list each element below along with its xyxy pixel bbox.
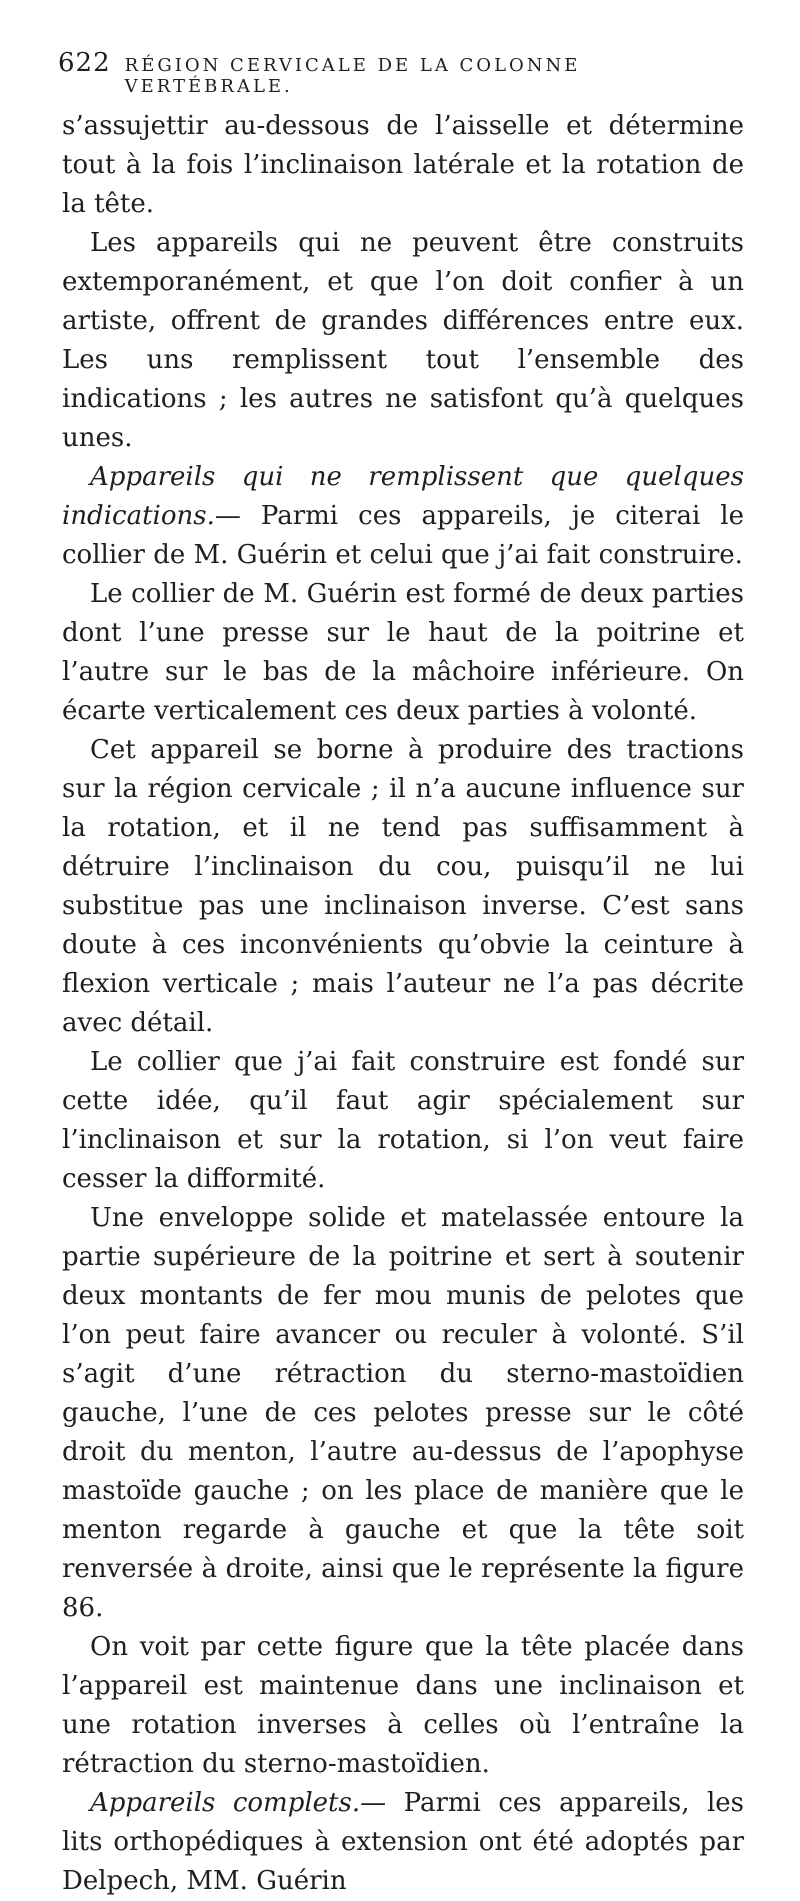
paragraph-text: Le collier que j’ai fait construire est fondé sur cette idée, qu’il faut agir spécialement sur l’inclinaison et sur la rotation, si l’on veut faire cesser la difformité. [62, 1047, 744, 1194]
paragraph-text: — Parmi ces appareils, je citerai le collier de M. Guérin et celui que j’ai fait construire. [62, 501, 744, 570]
paragraph [62, 224, 744, 458]
paragraph-text: — Parmi ces appareils, les lits orthopédiques à extension ont été adoptés par Delpech, MM. Guérin [62, 1788, 745, 1896]
paragraph-text: Cet appareil se borne à produire des tractions sur la région cervicale ; il n’a aucune influence sur la rotation, et il ne tend pas suffisamment à détruire l’inclinaison du cou, puisqu’il ne lui substitue pas une inclinaison inverse. C’est sans doute à ces inconvénients qu’obvie la ceinture à flexion verticale ; mais l’auteur ne l’a pas décrite avec détail. [62, 735, 744, 1038]
paragraph [62, 107, 744, 224]
paragraph [62, 731, 744, 1043]
paragraph-text: Une enveloppe solide et matelassée entoure la partie supérieure de la poitrine et sert à soutenir deux montants de fer mou munis de pelotes que l’on peut faire avancer ou reculer à volonté. S’il s’agit d’une rétraction du sterno-mastoïdien gauche, l’une de ces pelotes presse sur le côté droit du menton, l’autre au-dessus de l’apophyse mastoïde gauche ; on les place de manière que le menton regarde à gauche et que la tête soit renversée à droite, ainsi que le représente la figure 86. [62, 1203, 744, 1623]
paragraph-text: Le collier de M. Guérin est formé de deux parties dont l’une presse sur le haut de la poitrine et l’autre sur le bas de la mâchoire inférieure. On écarte verticalement ces deux parties à volonté. [62, 579, 744, 726]
page-number: 622 [58, 48, 111, 78]
paragraph [62, 575, 744, 731]
paragraph-text: On voit par cette figure que la tête placée dans l’appareil est maintenue dans une inclinaison et une rotation inverses à celles où l’entraîne la rétraction du sterno-mastoïdien. [62, 1632, 744, 1779]
paragraph [62, 1043, 744, 1199]
inline-heading: Appareils complets. [90, 1788, 361, 1818]
paragraph-text: Les appareils qui ne peuvent être construits extemporanément, et que l’on doit confier à un artiste, offrent de grandes différences entre eux. Les uns remplissent tout l’ensemble des indications ; les autres ne satisfont qu’à quelques unes. [62, 228, 744, 453]
paragraph [62, 458, 744, 575]
paragraph [62, 1199, 744, 1628]
body-text [62, 107, 744, 1901]
inline-heading: Appareils qui ne remplissent que quelques indications. [62, 462, 744, 531]
paragraph [62, 1628, 744, 1784]
running-header [58, 48, 744, 97]
running-title: RÉGION CERVICALE DE LA COLONNE VERTÉBRALE. [124, 55, 581, 97]
paragraph [62, 1784, 744, 1901]
paragraph-text: s’assujettir au-dessous de l’aisselle et détermine tout à la fois l’inclinaison latérale et la rotation de la tête. [62, 111, 744, 219]
